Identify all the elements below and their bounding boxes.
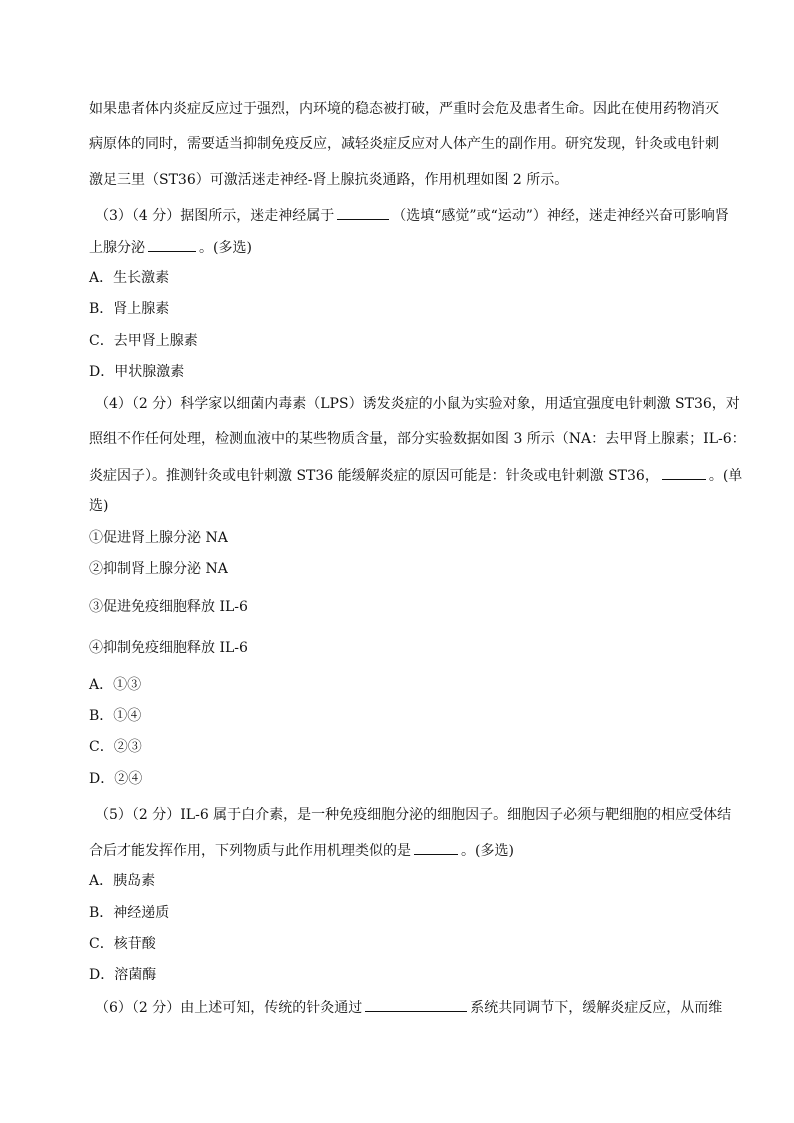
- intro-line-2: 病原体的同时，需要适当抑制免疫反应，减轻炎症反应对人体产生的副作用。研究发现，针灸或电针刺: [89, 136, 719, 152]
- q3-stem-a: （3）（4 分）据图所示，迷走神经属于: [95, 208, 335, 224]
- q4-option-c: C．②③: [89, 739, 142, 755]
- q4-line-3a: 炎症因子）。推测针灸或电针刺激 ST36 能缓解炎症的原因可能是：针灸或电针刺激 ST36，: [89, 468, 659, 484]
- q3-stem-c: 上腺分泌: [89, 240, 145, 256]
- q4-line-4: 选): [89, 498, 109, 514]
- q4-item-2: ②抑制肾上腺分泌 NA: [89, 561, 228, 577]
- q5-line-1: （5）（2 分）IL-6 属于白介素，是一种免疫细胞分泌的细胞因子。细胞因子必须与靶细胞的相应受体结: [95, 807, 732, 823]
- q3-option-c: C．去甲肾上腺素: [89, 333, 198, 349]
- q4-item-4: ④抑制免疫细胞释放 IL-6: [89, 640, 248, 656]
- q5-line-2: [89, 840, 514, 861]
- q4-option-d: D．②④: [89, 771, 143, 787]
- q4-line-3: [89, 465, 742, 486]
- q4-line-3b: 。(单: [708, 468, 743, 484]
- q5-option-b: B．神经递质: [89, 905, 170, 921]
- q5-option-d: D．溶菌酶: [89, 967, 157, 983]
- intro-line-1: 如果患者体内炎症反应过于强烈，内环境的稳态被打破，严重时会危及患者生命。因此在使用药物消灭: [89, 101, 719, 117]
- q3-blank-2[interactable]: [148, 237, 196, 252]
- q4-option-b: B．①④: [89, 708, 142, 724]
- q4-option-a: A．①③: [89, 677, 142, 693]
- q3-stem-b: （选填“感觉”或“运动”）神经，迷走神经兴奋可影响肾: [392, 208, 729, 224]
- q5-line-2b: 。(多选): [461, 843, 514, 859]
- q4-item-1: ①促进肾上腺分泌 NA: [89, 530, 228, 546]
- q3-option-d: D．甲状腺激素: [89, 364, 185, 380]
- intro-line-3: 激足三里（ST36）可激活迷走神经-肾上腺抗炎通路，作用机理如图 2 所示。: [89, 172, 569, 188]
- q4-line-2: 照组不作任何处理，检测血液中的某些物质含量，部分实验数据如图 3 所示（NA：去甲肾上腺素；IL-6：: [89, 431, 746, 447]
- q5-blank[interactable]: [414, 840, 458, 855]
- q3-stem-line-2: [89, 237, 252, 258]
- q3-option-a: A．生长激素: [89, 270, 170, 286]
- q6-line-1b: 系统共同调节下，缓解炎症反应，从而维: [470, 1000, 723, 1016]
- q6-blank[interactable]: [365, 997, 467, 1012]
- q3-stem-line-1: [95, 205, 729, 226]
- q3-option-b: B．肾上腺素: [89, 301, 170, 317]
- q4-item-3: ③促进免疫细胞释放 IL-6: [89, 599, 248, 615]
- q5-line-2a: 合后才能发挥作用，下列物质与此作用机理类似的是: [89, 843, 411, 859]
- q6-line-1: [95, 997, 722, 1018]
- q5-option-c: C．核苷酸: [89, 936, 156, 952]
- q3-stem-d: 。(多选): [199, 240, 252, 256]
- q3-blank-1[interactable]: [337, 205, 389, 220]
- q4-line-1: （4）（2 分）科学家以细菌内毒素（LPS）诱发炎症的小鼠为实验对象，用适宜强度电针刺激 ST36，对: [95, 396, 740, 412]
- q6-line-1a: （6）（2 分）由上述可知，传统的针灸通过: [95, 1000, 363, 1016]
- q4-blank[interactable]: [662, 465, 706, 480]
- q5-option-a: A．胰岛素: [89, 873, 156, 889]
